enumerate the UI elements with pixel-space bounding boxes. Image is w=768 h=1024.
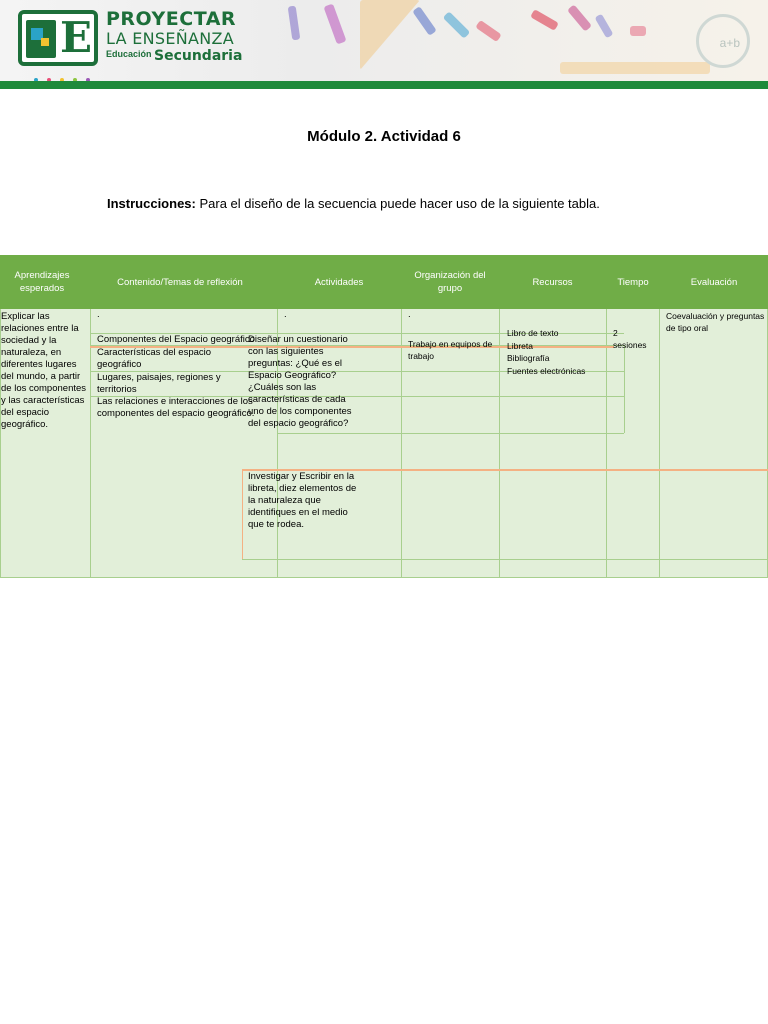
instructions-text: Para el diseño de la secuencia puede hacer uso de la siguiente tabla. <box>195 196 600 211</box>
sequence-table <box>0 255 768 578</box>
column-header: Actividades <box>314 276 364 288</box>
actividades-dot: . <box>284 309 287 320</box>
instructions <box>107 196 600 211</box>
crayon-icon <box>412 6 437 36</box>
contenido-item: Componentes del Espacio geográfico <box>97 334 255 345</box>
contenido-item: Lugares, paisajes, regiones y territorios <box>97 372 221 395</box>
crayon-icon <box>567 4 592 31</box>
organizacion-dot: . <box>408 309 411 320</box>
brand-subtitle: LA ENSEÑANZA <box>106 29 235 48</box>
organizacion-cell: Trabajo en equipos de trabajo <box>408 339 493 361</box>
crayon-icon <box>595 14 614 39</box>
crayon-icon <box>443 11 471 39</box>
recurso-item: Bibliografía <box>507 353 550 363</box>
table-body <box>0 309 768 578</box>
crayon-icon <box>323 3 346 44</box>
formula-text: a+b <box>719 36 740 50</box>
actividades-item: Diseñar un cuestionario con las siguientes preguntas: ¿Qué es el Espacio Geográfico? ¿Cuáles son las características de cada uno de los componentes del espacio geográfico? <box>248 334 352 429</box>
actividades-item: Investigar y Escribir en la libreta, diez elementos de la naturaleza que identifiques en el medio que te rodea. <box>248 471 357 530</box>
column-header: Recursos <box>532 276 573 288</box>
column-header: Evaluación <box>690 276 738 288</box>
contenido-item: Características del espacio geográfico <box>97 347 212 370</box>
column-header: Organización del grupo <box>414 270 486 294</box>
contenido-item: Las relaciones e interacciones de los componentes del espacio geográfico. <box>97 396 255 419</box>
column-header: Tiempo <box>617 276 649 288</box>
crayon-icon <box>475 20 501 42</box>
instructions-label: Instrucciones: <box>107 196 196 211</box>
recurso-item: Libro de texto <box>507 328 559 338</box>
column-header: Contenido/Temas de reflexión <box>117 276 243 288</box>
ruler-icon <box>360 0 420 70</box>
brand-education-label: Educación <box>106 49 152 59</box>
book-logo-icon: E <box>18 10 98 66</box>
table-header <box>0 255 768 309</box>
column-header: Aprendizajes esperados <box>14 270 70 294</box>
aprendizajes-cell: Explicar las relaciones entre la sociedad y la naturaleza, en diferentes lugares del mundo, a partir de los componentes y las características del espacio geográfico. <box>1 311 87 430</box>
pencil-icon <box>288 6 301 41</box>
page-title: Módulo 2. Actividad 6 <box>307 128 461 145</box>
brand-name: PROYECTAR <box>106 8 237 30</box>
evaluacion-cell: Coevaluación y preguntas de tipo oral <box>666 311 765 333</box>
crayon-icon <box>530 9 559 31</box>
header-stripe <box>0 81 768 89</box>
ruler-icon <box>560 62 710 74</box>
eraser-icon <box>630 26 646 36</box>
brand-level: Secundaria <box>154 48 243 64</box>
contenido-dot: . <box>97 309 100 320</box>
recurso-item: Fuentes electrónicas <box>507 366 586 376</box>
tiempo-cell: 2 sesiones <box>613 328 647 350</box>
header-banner <box>0 0 768 82</box>
recurso-item: Libreta <box>507 341 533 351</box>
